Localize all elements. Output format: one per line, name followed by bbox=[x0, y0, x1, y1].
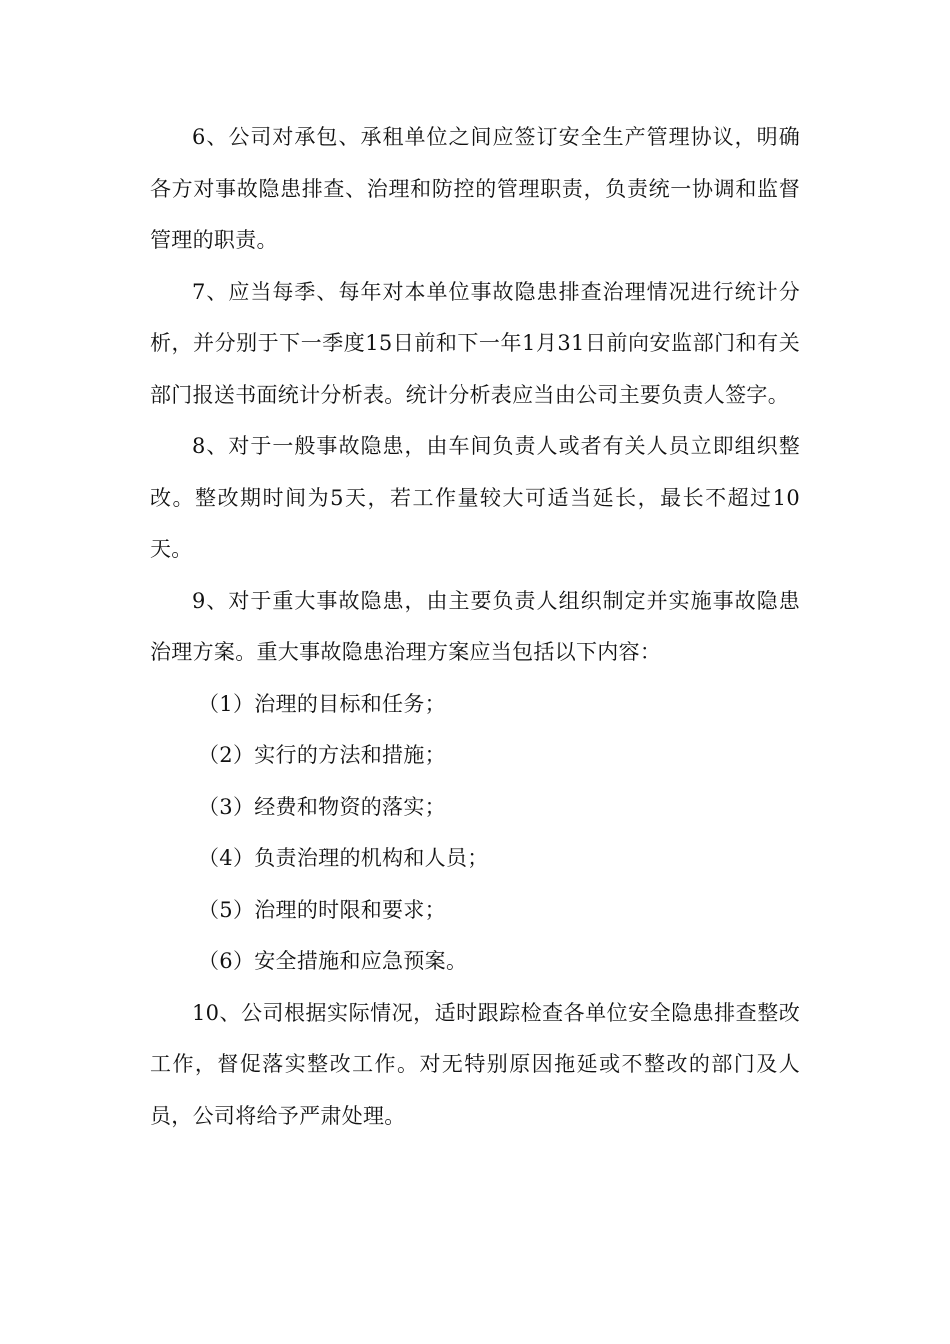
plan-item-3: （3）经费和物资的落实； bbox=[198, 794, 446, 819]
plan-item-1: （1）治理的目标和任务； bbox=[198, 691, 446, 716]
paragraph-6: 6、公司对承包、承租单位之间应签订安全生产管理协议，明确各方对事故隐患排查、治理和防控的管理职责，负责统一协调和监督管理的职责。 bbox=[150, 125, 800, 252]
plan-item-6: （6）安全措施和应急预案。 bbox=[198, 949, 468, 973]
paragraph-8: 8、对于一般事故隐患，由车间负责人或者有关人员立即组织整改。整改期时间为5天，若工作量较大可适当延长，最长不超过10天。 bbox=[150, 434, 800, 561]
paragraph-10: 10、公司根据实际情况，适时跟踪检查各单位安全隐患排查整改工作，督促落实整改工作。对无特别原因拖延或不整改的部门及人员，公司将给予严肃处理。 bbox=[150, 1000, 800, 1128]
paragraph-7: 7、应当每季、每年对本单位事故隐患排查治理情况进行统计分析，并分别于下一季度15日前和下一年1月31日前向安监部门和有关部门报送书面统计分析表。统计分析表应当由公司主要负责人签字。 bbox=[150, 279, 800, 407]
document-body bbox=[150, 112, 800, 1142]
plan-item-5: （5）治理的时限和要求； bbox=[198, 897, 446, 922]
paragraph-9: 9、对于重大事故隐患，由主要负责人组织制定并实施事故隐患治理方案。重大事故隐患治理方案应当包括以下内容： bbox=[150, 588, 800, 664]
plan-item-4: （4）负责治理的机构和人员； bbox=[198, 846, 489, 870]
plan-item-2: （2）实行的方法和措施； bbox=[198, 743, 446, 767]
